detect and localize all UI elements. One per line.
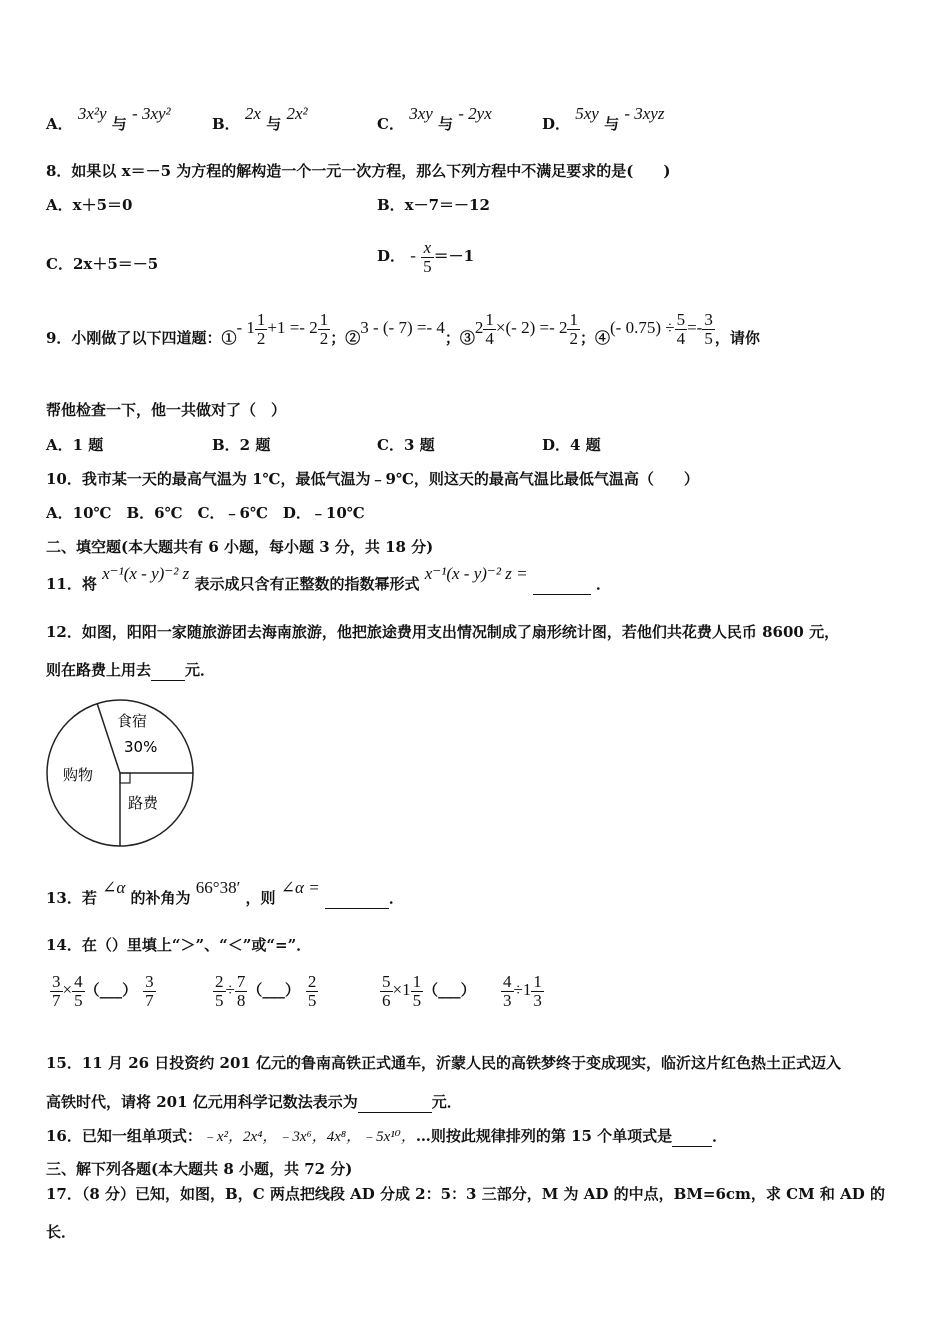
q7-b-label: B．: [212, 115, 240, 133]
q8-option-c: C．2x＋5＝－5: [46, 255, 159, 273]
q14-p4-whole: 1: [522, 980, 532, 999]
q9-e4-frac2: [702, 311, 715, 348]
q14-p1-d1: 7: [52, 990, 61, 1010]
q9-option-d: D．4 题: [542, 436, 601, 454]
q9-e1: - 1: [236, 318, 255, 337]
q12-line2b: 元．: [185, 661, 216, 679]
q14-p4-d1: 3: [503, 990, 512, 1010]
q14-p2-frac3: [306, 973, 319, 1010]
q11-line: [46, 564, 612, 595]
q9-e4-num: 5: [676, 309, 686, 329]
q13-val: 66°38′: [195, 878, 241, 897]
q8-stem: 8．如果以 x＝－5 为方程的解构造一个一元一次方程，那么下列方程中不满足要求的是( ): [46, 162, 671, 180]
q9-e1-den: 2: [256, 328, 266, 348]
q14-p1-n1: 3: [52, 971, 61, 991]
q7-option-c: [377, 104, 492, 134]
q14-p2-blank[interactable]: （___）: [247, 981, 300, 999]
q7-a-lhs: 3x²y: [77, 104, 107, 123]
q14-p4-frac1: [501, 973, 514, 1010]
q7-c-rhs: - 2yx: [458, 104, 492, 123]
q9-e3-num2: 1: [569, 309, 578, 329]
q9-e1-mid: +1 =- 2: [267, 318, 318, 337]
pie-label-shopping: 购物: [63, 766, 94, 784]
q9-e3-num: 1: [485, 309, 494, 329]
q8-d-fraction: [421, 239, 434, 276]
q14-p3-n1: 5: [382, 971, 391, 991]
q8-d-num: x: [421, 239, 434, 258]
q7-b-sep: 与: [266, 115, 282, 133]
q14-p1-d3: 7: [145, 990, 154, 1010]
q12-line1: 12．如图，阳阳一家随旅游团去海南旅游，他把旅途费用支出情况制成了扇形统计图，若他们共花费人民币 8600 元，: [46, 623, 840, 641]
q7-option-d: [542, 104, 665, 134]
q13-b: 的补角为: [130, 889, 191, 907]
q9-e3-den: 4: [485, 328, 494, 348]
q15-line2: [46, 1092, 462, 1113]
q12-line2: [46, 660, 215, 681]
q9-stem-c: 帮他检查一下，他一共做对了（ ）: [46, 401, 287, 419]
q9-stem: [46, 309, 760, 358]
q8-option-d: [377, 238, 474, 276]
q14-p2-frac2: [235, 973, 248, 1010]
q14-p1-op: ×: [62, 980, 73, 999]
q13-tail: ．: [388, 889, 404, 907]
q15-line1: 15．11 月 26 日投资约 201 亿元的鲁南高铁正式通车，沂蒙人民的高铁梦终于变成现实，临沂这片红色热土正式迈入: [46, 1054, 842, 1072]
q14-p2-op: ÷: [225, 980, 235, 999]
q17-line1: 17．（8 分）已知，如图，B，C 两点把线段 AD 分成 2：5：3 三部分，M 为 AD 的中点，BM=6cm，求 CM 和 AD 的: [46, 1185, 886, 1203]
q14-stem: 14．在（）里填上“＞”、“＜”或“=”．: [46, 936, 312, 954]
q16-line: [46, 1126, 727, 1147]
q13-answer-blank[interactable]: [325, 888, 389, 909]
q15-answer-blank[interactable]: [358, 1092, 432, 1113]
q13-line: [46, 878, 404, 909]
q9-e4-den: 4: [676, 328, 686, 348]
q10-stem: 10．我市某一天的最高气温为 1℃，最低气温为﹣9℃，则这天的最高气温比最低气温高（ ）: [46, 470, 699, 488]
q9-e4-frac: [675, 311, 688, 348]
q14-p3-op: ×: [392, 980, 403, 999]
q9-e4-mid: =-: [687, 318, 703, 337]
q9-sep3: ；④: [579, 329, 610, 347]
q14-p1-frac3: [143, 973, 156, 1010]
q14-p4-op: ÷: [513, 980, 523, 999]
q14-p4-frac2: [531, 973, 544, 1010]
q16-b: …则按此规律排列的第 15 个单项式是: [415, 1127, 673, 1145]
q7-b-lhs: 2x: [244, 104, 261, 123]
q16-answer-blank[interactable]: [672, 1126, 712, 1147]
q16-a: 16．已知一组单项式：: [46, 1127, 202, 1145]
q14-p2-d3: 5: [307, 990, 317, 1010]
q11-expr2: x⁻¹(x - y)⁻² z =: [424, 564, 528, 583]
q7-a-sep: 与: [111, 115, 127, 133]
q9-e1-frac: [255, 311, 268, 348]
q9-option-c: C．3 题: [377, 436, 435, 454]
q14-p3-d2: 5: [412, 990, 422, 1010]
q15-line2a: 高铁时代，请将 201 亿元用科学记数法表示为: [46, 1093, 358, 1111]
q7-d-sep: 与: [604, 115, 620, 133]
q9-sep1: ；②: [330, 329, 361, 347]
q14-p1-frac2: [72, 973, 85, 1010]
q13-c: ，则: [245, 889, 276, 907]
q7-d-label: D．: [542, 115, 571, 133]
q9-stem-b: ，请你: [714, 329, 760, 347]
q8-d-tail: ＝－1: [433, 247, 475, 265]
q14-problem-2: [213, 968, 318, 1012]
q7-c-sep: 与: [438, 115, 454, 133]
q14-problem-3: [380, 968, 476, 1012]
q14-p1-n2: 4: [74, 971, 83, 991]
q14-p1-frac1: [50, 973, 63, 1010]
q8-d-label: D．: [377, 247, 406, 265]
q9-e2: 3 - (- 7) =- 4: [360, 318, 445, 337]
q14-problem-1: [50, 968, 156, 1012]
q9-e3-den2: 2: [569, 328, 578, 348]
q9-stem-a: 9．小刚做了以下四道题：①: [46, 329, 237, 347]
q14-p3-frac2: [411, 973, 424, 1010]
q9-e3a: 2: [474, 318, 484, 337]
q7-a-label: A．: [46, 115, 73, 133]
pie-chart: [44, 697, 196, 849]
section-2-heading: 二、填空题(本大题共有 6 小题，每小题 3 分，共 18 分): [46, 538, 434, 556]
q16-tail: ．: [712, 1127, 728, 1145]
right-angle-marker: [120, 773, 130, 783]
q11-expr: x⁻¹(x - y)⁻² z: [102, 564, 190, 583]
q11-b: 表示成只含有正整数的指数幂形式: [194, 575, 420, 593]
q9-e1-num2: 1: [319, 309, 329, 329]
q8-option-a: A．x＋5＝0: [46, 196, 133, 214]
q9-e1-den2: 2: [319, 328, 329, 348]
q8-d-minus: -: [410, 246, 416, 265]
q9-sep2: ；③: [444, 329, 475, 347]
q7-d-rhs: - 3xyz: [624, 104, 665, 123]
q14-problem-4: [501, 968, 544, 1012]
q9-e3-frac2: [567, 311, 580, 348]
q9-e3-mid: ×(- 2) =- 2: [495, 318, 568, 337]
q11-tail: ．: [596, 575, 612, 593]
q14-p2-d1: 5: [215, 990, 224, 1010]
q13-angle2: ∠α =: [280, 878, 320, 897]
q8-option-b: B．x－7＝－12: [377, 196, 490, 214]
q9-e1-frac2: [318, 311, 331, 348]
q12-line2a: 则在路费上用去: [46, 661, 152, 679]
q14-p3-frac1: [380, 973, 393, 1010]
q14-p4-n2: 1: [533, 971, 542, 991]
q14-p1-blank[interactable]: （___）: [84, 981, 138, 999]
pie-label-food-percent: 30%: [124, 738, 158, 756]
q9-e4a: (- 0.75) ÷: [610, 318, 675, 337]
q8-d-den: 5: [423, 256, 432, 276]
q11-answer-blank[interactable]: [533, 574, 591, 595]
q14-p2-d2: 8: [236, 990, 246, 1010]
q14-p2-n2: 7: [236, 971, 246, 991]
q7-d-lhs: 5xy: [575, 104, 599, 123]
q14-p1-n3: 3: [145, 971, 154, 991]
pie-label-food: 食宿: [117, 712, 148, 730]
q17-line2: 长．: [46, 1223, 77, 1241]
q7-options: [46, 104, 171, 134]
q14-p3-d1: 6: [382, 990, 391, 1010]
q14-p2-n3: 2: [307, 971, 317, 991]
q9-e1-num: 1: [256, 309, 266, 329]
q12-answer-blank[interactable]: [151, 660, 185, 681]
q11-a: 11．将: [46, 575, 97, 593]
q16-terms: ﹣x²，2x⁴，﹣3x⁶，4x⁸，﹣5x¹⁰，: [201, 1129, 416, 1145]
q7-option-b: [212, 104, 308, 134]
q14-p3-blank[interactable]: （___）: [423, 981, 476, 999]
q9-e4-num2: 3: [704, 309, 713, 329]
q7-c-label: C．: [377, 115, 404, 133]
q7-a-rhs: - 3xy²: [132, 104, 171, 123]
q9-e4-den2: 5: [704, 328, 713, 348]
q9-option-b: B．2 题: [212, 436, 271, 454]
q13-angle: ∠α: [102, 878, 126, 897]
q9-option-a: A．1 题: [46, 436, 104, 454]
q14-p4-d2: 3: [533, 990, 542, 1010]
q14-p3-whole: 1: [402, 980, 411, 999]
q7-b-rhs: 2x²: [286, 104, 308, 123]
q14-p2-n1: 2: [215, 971, 224, 991]
q14-p2-frac1: [213, 973, 226, 1010]
section-3-heading: 三、解下列各题(本大题共 8 小题，共 72 分): [46, 1160, 353, 1178]
q7-c-lhs: 3xy: [409, 104, 433, 123]
q14-p4-n1: 4: [503, 971, 512, 991]
q9-e3-frac: [483, 311, 496, 348]
q14-p3-n2: 1: [412, 971, 422, 991]
q14-p1-d2: 5: [74, 990, 83, 1010]
q15-line2b: 元．: [431, 1093, 462, 1111]
q13-a: 13．若: [46, 889, 97, 907]
q10-options: A．10℃ B．6℃ C．﹣6℃ D．﹣10℃: [46, 504, 365, 522]
pie-label-travel: 路费: [128, 794, 159, 812]
